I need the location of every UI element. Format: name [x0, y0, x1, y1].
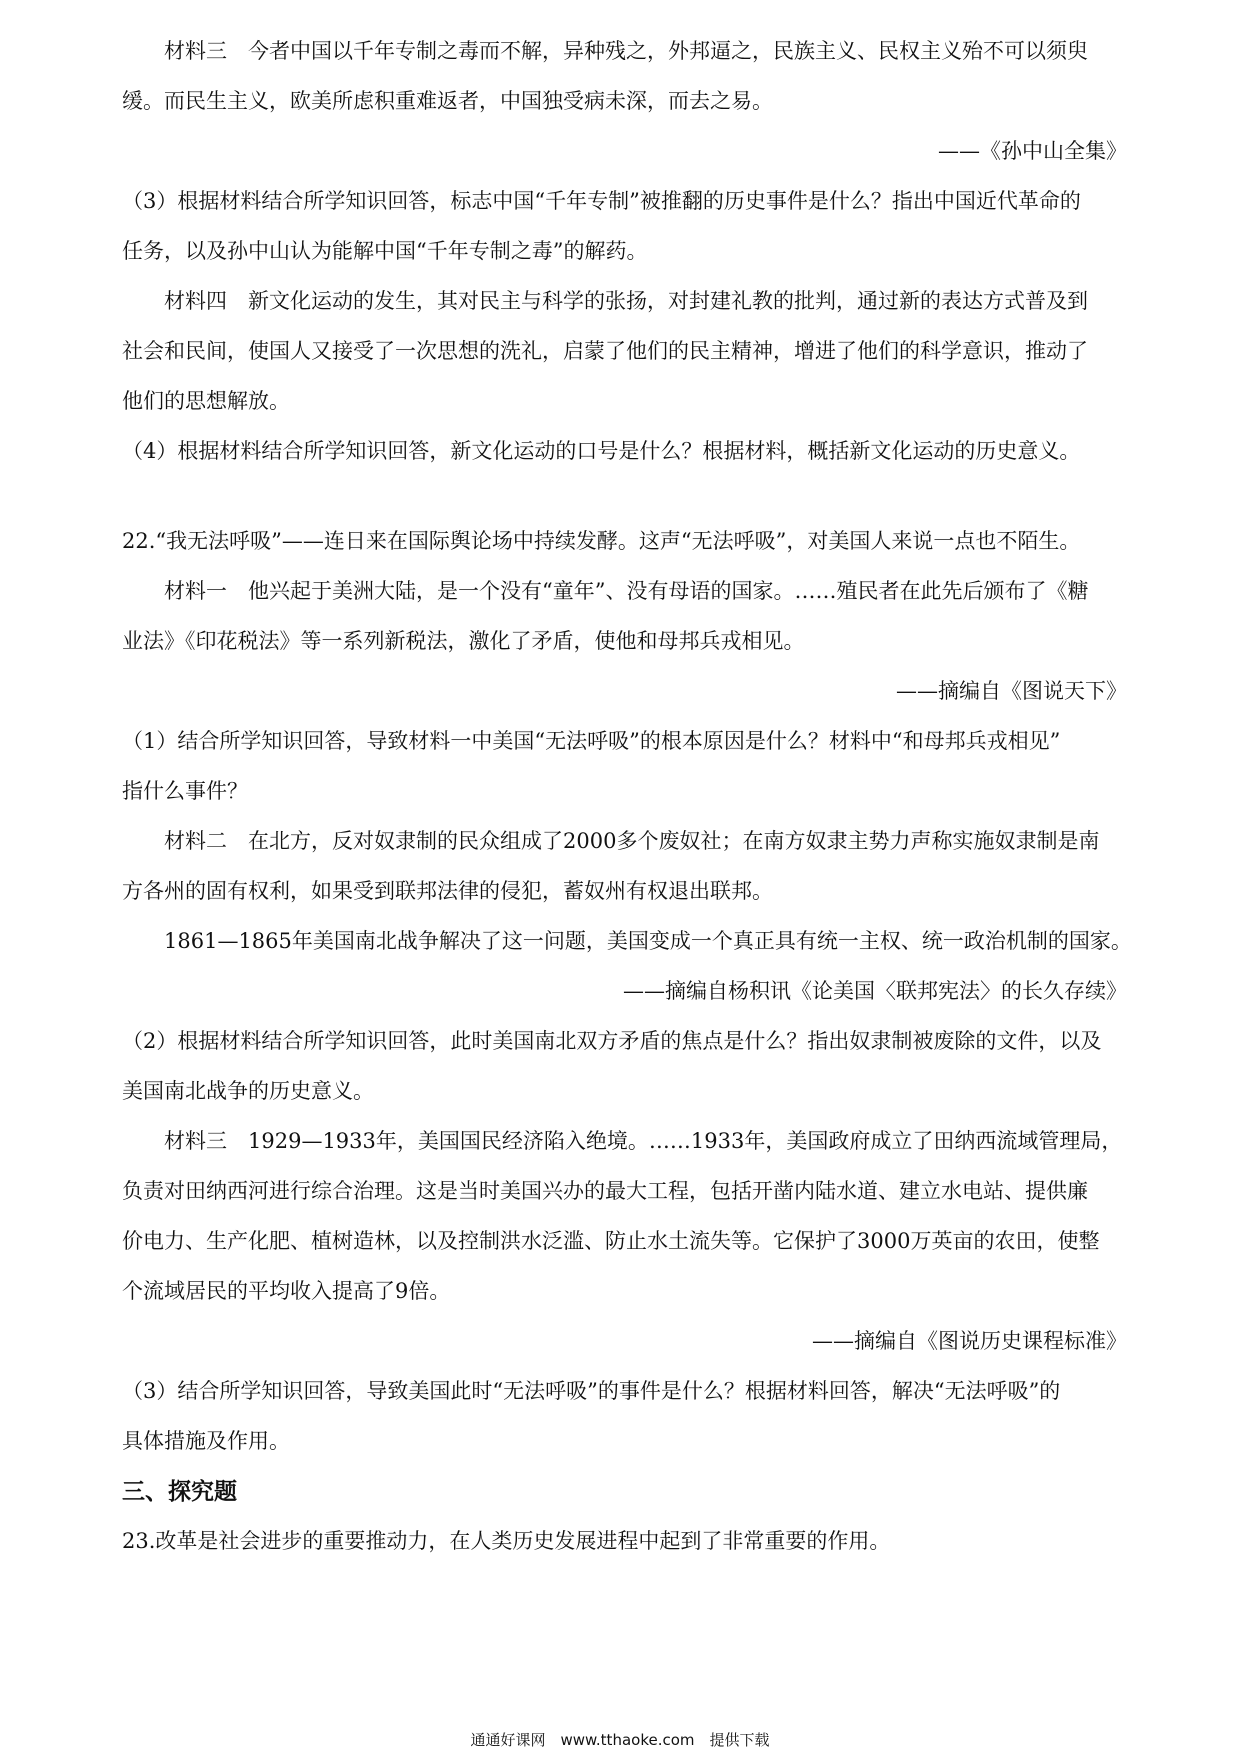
material-4-line-1: 材料四 新文化运动的发生，其对民主与科学的张扬，对封建礼教的批判，通过新的表达方式普及到: [164, 289, 1088, 313]
material-4-line-2: 社会和民间，使国人又接受了一次思想的洗礼，启蒙了他们的民主精神，增进了他们的科学意识，推动了: [122, 339, 1088, 363]
question-23: 23.改革是社会进步的重要推动力，在人类历史发展进程中起到了非常重要的作用。: [122, 1529, 891, 1553]
question-22-3-line-1: （3）结合所学知识回答，导致美国此时“无法呼吸”的事件是什么？根据材料回答，解决“无法呼吸”的: [122, 1379, 1061, 1403]
question-3-line-1: （3）根据材料结合所学知识回答，标志中国“千年专制”被推翻的历史事件是什么？指出中国近代革命的: [122, 189, 1081, 213]
material-3b-line-1: 材料三 1929—1933年，美国国民经济陷入绝境。……1933年，美国政府成立了田纳西流域管理局，: [164, 1129, 1123, 1153]
material-4-line-3: 他们的思想解放。: [122, 389, 290, 413]
material-3-line-2: 缓。而民生主义，欧美所虑积重难返者，中国独受病未深，而去之易。: [122, 89, 773, 113]
question-22-3-line-2: 具体措施及作用。: [122, 1429, 290, 1453]
material-3b-line-2: 负责对田纳西河进行综合治理。这是当时美国兴办的最大工程，包括开凿内陆水道、建立水电站、提供廉: [122, 1179, 1088, 1203]
question-22-2-line-2: 美国南北战争的历史意义。: [122, 1079, 374, 1103]
question-4: （4）根据材料结合所学知识回答，新文化运动的口号是什么？根据材料，概括新文化运动的历史意义。: [122, 439, 1081, 463]
question-22-1-line-2: 指什么事件？: [122, 779, 248, 803]
material-1-line-1: 材料一 他兴起于美洲大陆，是一个没有“童年”、没有母语的国家。……殖民者在此先后颁布了《糖: [164, 579, 1089, 603]
question-22-1-line-1: （1）结合所学知识回答，导致材料一中美国“无法呼吸”的根本原因是什么？材料中“和母邦兵戎相见”: [122, 729, 1061, 753]
material-1-line-2: 业法》《印花税法》等一系列新税法，激化了矛盾，使他和母邦兵戎相见。: [122, 629, 805, 653]
material-2-line-1: 材料二 在北方，反对奴隶制的民众组成了2000多个废奴社；在南方奴隶主势力声称实施奴隶制是南: [164, 829, 1100, 853]
material-2-line-2: 方各州的固有权利，如果受到联邦法律的侵犯，蓄奴州有权退出联邦。: [122, 879, 773, 903]
section-heading: 三、探究题: [122, 1479, 237, 1505]
question-22-intro: 22.“我无法呼吸”——连日来在国际舆论场中持续发酵。这声“无法呼吸”，对美国人来说一点也不陌生。: [122, 529, 1081, 553]
page-footer: 通通好课网 www.tthaoke.com 提供下载: [470, 1731, 770, 1749]
source-citation: ——摘编自杨积讯《论美国〈联邦宪法〉的长久存续》: [623, 979, 1127, 1003]
question-22-2-line-1: （2）根据材料结合所学知识回答，此时美国南北双方矛盾的焦点是什么？指出奴隶制被废除的文件，以及: [122, 1029, 1102, 1053]
source-citation: ——摘编自《图说天下》: [896, 679, 1127, 703]
material-3b-line-3: 价电力、生产化肥、植树造林，以及控制洪水泛滥、防止水土流失等。它保护了3000万英亩的农田，使整: [122, 1229, 1100, 1253]
source-citation: ——摘编自《图说历史课程标准》: [812, 1329, 1127, 1353]
source-citation: ——《孙中山全集》: [938, 139, 1127, 163]
material-3-line-1: 材料三 今者中国以千年专制之毒而不解，异种残之，外邦逼之，民族主义、民权主义殆不可以须臾: [164, 39, 1088, 63]
material-3b-line-4: 个流域居民的平均收入提高了9倍。: [122, 1279, 451, 1303]
question-3-line-2: 任务，以及孙中山认为能解中国“千年专制之毒”的解药。: [122, 239, 648, 263]
material-2-line-3: 1861—1865年美国南北战争解决了这一问题，美国变成一个真正具有统一主权、统一政治机制的国家。: [164, 929, 1132, 953]
